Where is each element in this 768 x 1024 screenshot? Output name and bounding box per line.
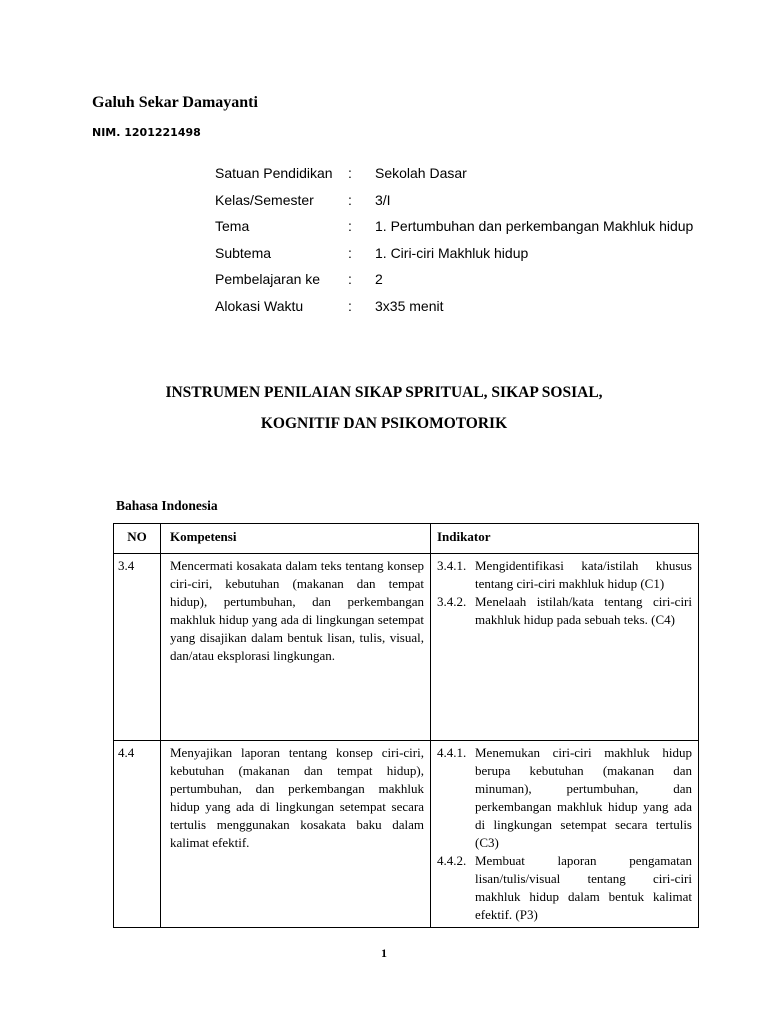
indicator-number: 4.4.2.	[437, 853, 467, 868]
info-value: 3/I	[375, 191, 391, 208]
indicator-item	[437, 744, 692, 852]
document-title-line-1: INSTRUMEN PENILAIAN SIKAP SPRITUAL, SIKAP SOSIAL,	[165, 384, 603, 401]
table-row	[114, 741, 699, 928]
info-row-subtema	[215, 240, 705, 267]
info-row-satuan	[215, 160, 705, 187]
info-label: Tema	[215, 218, 250, 235]
lesson-info	[215, 160, 705, 320]
author-name: Galuh Sekar Damayanti	[92, 94, 258, 111]
info-value: 1. Ciri-ciri Makhluk hidup	[375, 244, 529, 261]
info-row-pembelajaran	[215, 266, 705, 293]
row-kompetensi: Mencermati kosakata dalam teks tentang konsep ciri-ciri, kebutuhan (makanan dan tempat hidup), pertumbuhan, dan perkembangan makhluk hidup yang ada di lingkungan setempat yang disajikan dalam bentuk lisan, tulis, visual, dan/atau eksplorasi lingkungan.	[161, 554, 431, 741]
info-label: Subtema	[215, 244, 272, 261]
info-colon: :	[348, 244, 352, 261]
section-title: Bahasa Indonesia	[116, 498, 218, 513]
header-kompetensi: Kompetensi	[161, 524, 431, 554]
indicator-item	[437, 557, 692, 593]
info-value: 3x35 menit	[375, 297, 444, 314]
info-row-tema	[215, 213, 705, 240]
info-label: Satuan Pendidikan	[215, 165, 333, 181]
row-indikator	[431, 554, 699, 741]
indicator-item	[437, 852, 692, 924]
info-colon: :	[348, 297, 352, 314]
info-colon: :	[348, 191, 352, 208]
info-label: Alokasi Waktu	[215, 297, 304, 314]
page-number: 1	[381, 946, 387, 960]
row-no: 4.4	[114, 741, 161, 928]
info-value: Sekolah Dasar	[375, 165, 467, 181]
indicator-text: Menelaah istilah/kata tentang ciri-ciri makhluk hidup pada sebuah teks. (C4)	[475, 594, 692, 627]
row-no: 3.4	[114, 554, 161, 741]
header-no: NO	[114, 524, 161, 554]
indicator-text: Mengidentifikasi kata/istilah khusus tentang ciri-ciri makhluk hidup (C1)	[475, 558, 692, 591]
indicator-text: Membuat laporan pengamatan lisan/tulis/visual tentang ciri-ciri makhluk hidup dalam bentuk kalimat efektif. (P3)	[475, 853, 692, 922]
indicator-number: 4.4.1.	[437, 745, 467, 760]
info-label: Pembelajaran ke	[215, 271, 321, 288]
competency-table	[113, 523, 699, 928]
row-indikator	[431, 741, 699, 928]
indicator-number: 3.4.1.	[437, 558, 467, 573]
indicator-text: Menemukan ciri-ciri makhluk hidup berupa kebutuhan (makanan dan minuman), pertumbuhan, dan perkembangan makhluk hidup yang ada di lingkungan setempat secara tertulis (C3)	[475, 745, 692, 850]
header-indikator: Indikator	[431, 524, 699, 554]
table-row	[114, 554, 699, 741]
student-id: NIM. 1201221498	[92, 126, 201, 139]
info-row-kelas	[215, 187, 705, 214]
document-title-line-2: KOGNITIF DAN PSIKOMOTORIK	[260, 415, 508, 432]
info-colon: :	[348, 218, 352, 235]
info-colon: :	[348, 271, 352, 288]
info-value: 2	[375, 271, 383, 288]
info-label: Kelas/Semester	[215, 191, 314, 208]
info-colon: :	[348, 165, 352, 181]
indicator-number: 3.4.2.	[437, 594, 467, 609]
row-kompetensi: Menyajikan laporan tentang konsep ciri-ciri, kebutuhan (makanan dan tempat hidup), pertumbuhan, dan perkembangan makhluk hidup yang ada di lingkungan setempat secara tertulis menggunakan kosakata baku dalam kalimat efektif.	[161, 741, 431, 928]
info-row-alokasi	[215, 293, 705, 320]
info-value: 1. Pertumbuhan dan perkembangan Makhluk hidup	[375, 218, 694, 235]
table-header-row	[114, 524, 699, 554]
indicator-item	[437, 593, 692, 629]
